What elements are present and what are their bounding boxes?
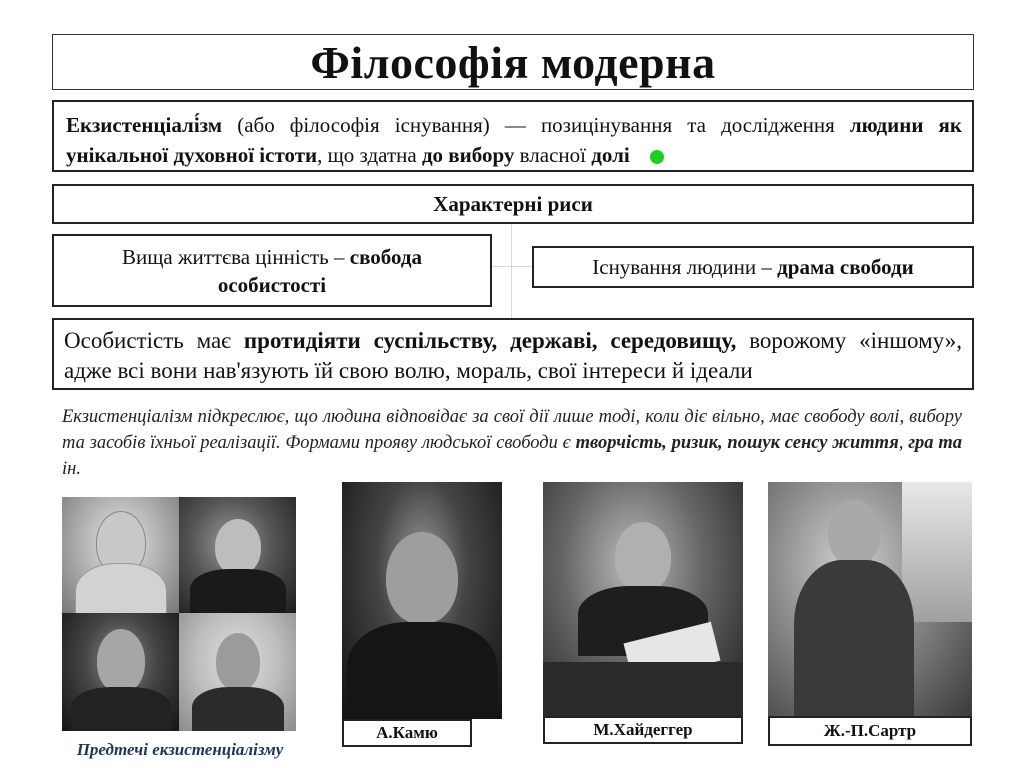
feature-drama-box xyxy=(532,246,974,288)
feature-freedom-text xyxy=(72,243,472,299)
personality-bold: протидіяти суспільству, державі, середовищу, xyxy=(243,328,737,353)
feature-drama-normal: Існування людини – xyxy=(592,254,778,279)
definition-term: Екзистенціалі́зм xyxy=(66,113,223,137)
sartre-caption: Ж.-П.Сартр xyxy=(768,716,972,746)
feature-freedom-box xyxy=(52,234,492,307)
definition-box xyxy=(52,100,974,172)
description-tail: ін. xyxy=(62,459,81,479)
connector-horizontal xyxy=(491,266,533,267)
sartre-photo xyxy=(768,482,972,716)
dostoevsky-photo xyxy=(62,613,179,731)
kierkegaard-photo xyxy=(62,497,179,613)
slide-title: Філософія модерна xyxy=(52,34,974,90)
predecessors-caption: Предтечі екзистенціалізму xyxy=(76,740,284,759)
description-game: гра та xyxy=(908,433,962,453)
feature-freedom-normal: Вища життєва цінність – xyxy=(121,244,350,269)
heidegger-caption: М.Хайдеггер xyxy=(543,716,743,744)
camus-photo xyxy=(342,482,502,719)
feature-freedom-bold: свобода особистості xyxy=(217,244,423,297)
heidegger-photo xyxy=(543,482,743,716)
feature-drama-text xyxy=(592,255,913,280)
characteristics-header: Характерні риси xyxy=(52,184,974,224)
status-dot-icon xyxy=(650,150,664,164)
feature-drama-bold: драма свободи xyxy=(777,254,914,279)
definition-tail: власної xyxy=(514,143,592,167)
camus-caption: А.Камю xyxy=(342,719,472,747)
description-forms: творчість, ризик, пошук сенсу життя xyxy=(575,433,899,453)
personality-end: ворожому «іншому», адже всі вони нав'язують їй свою волю, мораль, свої інтереси й ідеали xyxy=(64,328,962,383)
definition-bold-phrase: людини як унікальної духовної істоти xyxy=(66,113,963,167)
definition-mid: , що здатна xyxy=(317,143,422,167)
kafka-photo xyxy=(179,613,296,731)
connector-vertical xyxy=(511,224,512,318)
definition-fate: долі xyxy=(591,143,630,167)
description-text: Екзистенціалізм підкреслює, що людина відповідає за свої дії лише тоді, коли діє вільно, має свободу волі, вибору та засобів їхньої реалізації. Формами прояву людської свободи є xyxy=(62,407,962,453)
definition-alias: (або філософія існування) — позицінування та дослідження xyxy=(222,113,850,137)
personality-box xyxy=(52,318,974,390)
description-paragraph xyxy=(62,404,962,482)
description-comma: , xyxy=(898,433,909,453)
personality-start: Особистість має xyxy=(64,328,244,353)
definition-choice: до вибору xyxy=(421,143,515,167)
nietzsche-photo xyxy=(179,497,296,613)
